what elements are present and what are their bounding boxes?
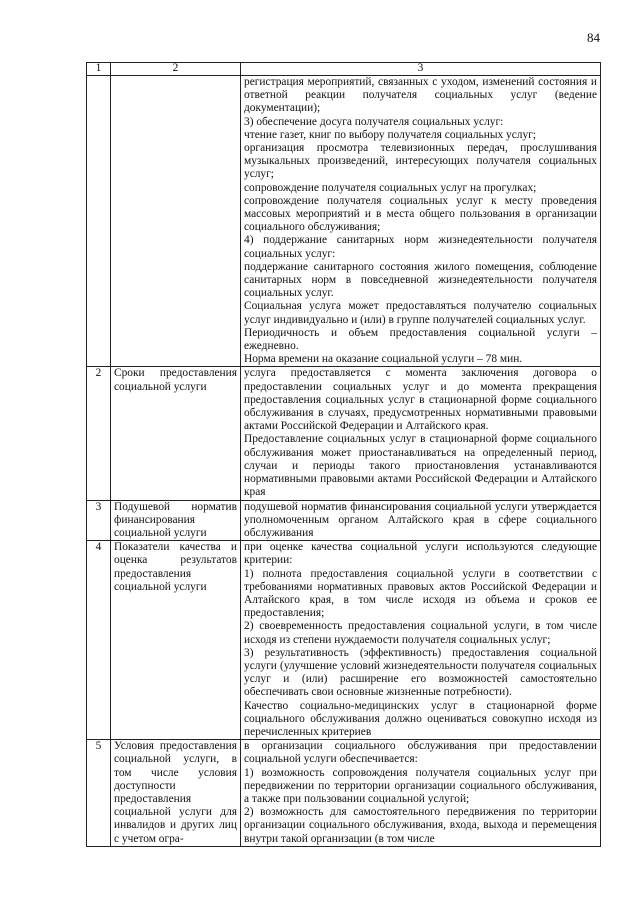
row-number: 5 xyxy=(87,740,111,847)
row-name: Сроки предоставления социальной услуги xyxy=(111,367,241,500)
content-paragraph: поддержание санитарного состояния жилого помещения, соблюдение санитарных норм в повседневной жизнедеятельности получателя социальных услуг. xyxy=(244,260,597,300)
content-paragraph: Социальная услуга может предоставляться получателю социальных услуг индивидуально и (или) в группе получателей социальных услуг. xyxy=(244,300,597,326)
row-content xyxy=(241,76,601,367)
table-header-row xyxy=(87,63,601,76)
content-paragraph: 2) своевременность предоставления социальной услуги, в том числе исходя из степени нуждаемости получателя социальных услуг; xyxy=(244,620,597,646)
content-paragraph: Норма времени на оказание социальной услуги – 78 мин. xyxy=(244,353,523,366)
row-name: Подушевой норматив финансирования социальной услуги xyxy=(111,500,241,541)
content-paragraph: сопровождение получателя социальных услуг на прогулках; xyxy=(244,181,537,194)
content-paragraph: чтение газет, книг по выбору получателя социальных услуг; xyxy=(244,128,537,141)
table-row xyxy=(87,367,601,500)
content-paragraph: Предоставление социальных услуг в стационарной форме социального обслуживания может приостанавливаться на определенный период, случаи и периоды такого приостановления устанавливаются нормативными правовыми актами Российской Федерации и Алтайского края xyxy=(244,433,597,499)
content-paragraph: организация просмотра телевизионных передач, прослушивания музыкальных произведений, интересующих получателя социальных услуг; xyxy=(244,142,597,181)
content-paragraph: регистрация мероприятий, связанных с уходом, изменений состояния и ответной реакции получателя социальных услуг (ведение документации); xyxy=(244,76,597,115)
header-col-1: 1 xyxy=(87,63,111,76)
content-paragraph: сопровождение получателя социальных услуг к месту проведения массовых мероприятий и в места общего пользования в организации социального обслуживания; xyxy=(244,194,597,234)
content-paragraph: Качество социально-медицинских услуг в стационарной форме социального обслуживания должно оцениваться совокупно исходя из перечисленных критериев xyxy=(244,699,597,738)
content-paragraph: 2) возможность для самостоятельного передвижения по территории организации социального обслуживания, входа, выхода и перемещения внутри такой организации (в том числе xyxy=(244,806,597,845)
row-content xyxy=(241,740,601,847)
row-number: 4 xyxy=(87,541,111,740)
row-content xyxy=(241,500,601,541)
row-number: 2 xyxy=(87,367,111,500)
header-col-2: 2 xyxy=(111,63,241,76)
content-paragraph: 4) поддержание санитарных норм жизнедеятельности получателя социальных услуг: xyxy=(244,234,597,260)
header-col-3: 3 xyxy=(241,63,601,76)
content-paragraph: 1) возможность сопровождения получателя социальных услуг при передвижении по территории организации социального обслуживания, а также при пользовании социальной услугой; xyxy=(244,766,597,805)
content-paragraph: 3) результативность (эффективность) предоставления социальной услуги (улучшение условий жизнедеятельности получателя социальных услуг и (или) расширение его возможностей самостоятельно обеспечивать свои основные жизненные потребности). xyxy=(244,646,597,699)
content-paragraph: 3) обеспечение досуга получателя социальных услуг: xyxy=(244,115,504,128)
row-name: Показатели качества и оценка результатов предоставления социальной услуги xyxy=(111,541,241,740)
page-number: 84 xyxy=(587,30,600,45)
table-row xyxy=(87,76,601,367)
table-row xyxy=(87,500,601,541)
content-paragraph: услуга предоставляется с момента заключения договора о предоставлении социальных услуг и до момента прекращения предоставления социальных услуг в стационарной форме социального обслуживания в случаях, предусмотренных нормативными правовыми актами Российской Федерации и Алтайского края. xyxy=(244,367,597,433)
row-content xyxy=(241,541,601,740)
content-paragraph: при оценке качества социальной услуги используются следующие критерии: xyxy=(244,541,597,567)
table-row xyxy=(87,541,601,740)
content-paragraph: Периодичность и объем предоставления социальной услуги – ежедневно. xyxy=(244,326,597,353)
content-paragraph: в организации социального обслуживания при предоставлении социальной услуги обеспечивается: xyxy=(244,740,597,766)
row-content xyxy=(241,367,601,500)
content-paragraph: подушевой норматив финансирования социальной услуги утверждается уполномоченным органом Алтайского края в сфере социального обслуживания xyxy=(244,500,597,539)
row-number: 3 xyxy=(87,500,111,541)
table-row xyxy=(87,740,601,847)
row-name xyxy=(111,76,241,367)
services-table xyxy=(86,62,601,847)
content-paragraph: 1) полнота предоставления социальной услуги в соответствии с требованиями нормативных правовых актов Российской Федерации и Алтайского края, в том числе исходя из объема и сроков ее предоставления; xyxy=(244,567,597,620)
row-name: Условия предоставления социальной услуги, в том числе условия доступности предоставления социальной услуги для инвалидов и других лиц с учетом огра- xyxy=(111,740,241,847)
row-number xyxy=(87,76,111,367)
